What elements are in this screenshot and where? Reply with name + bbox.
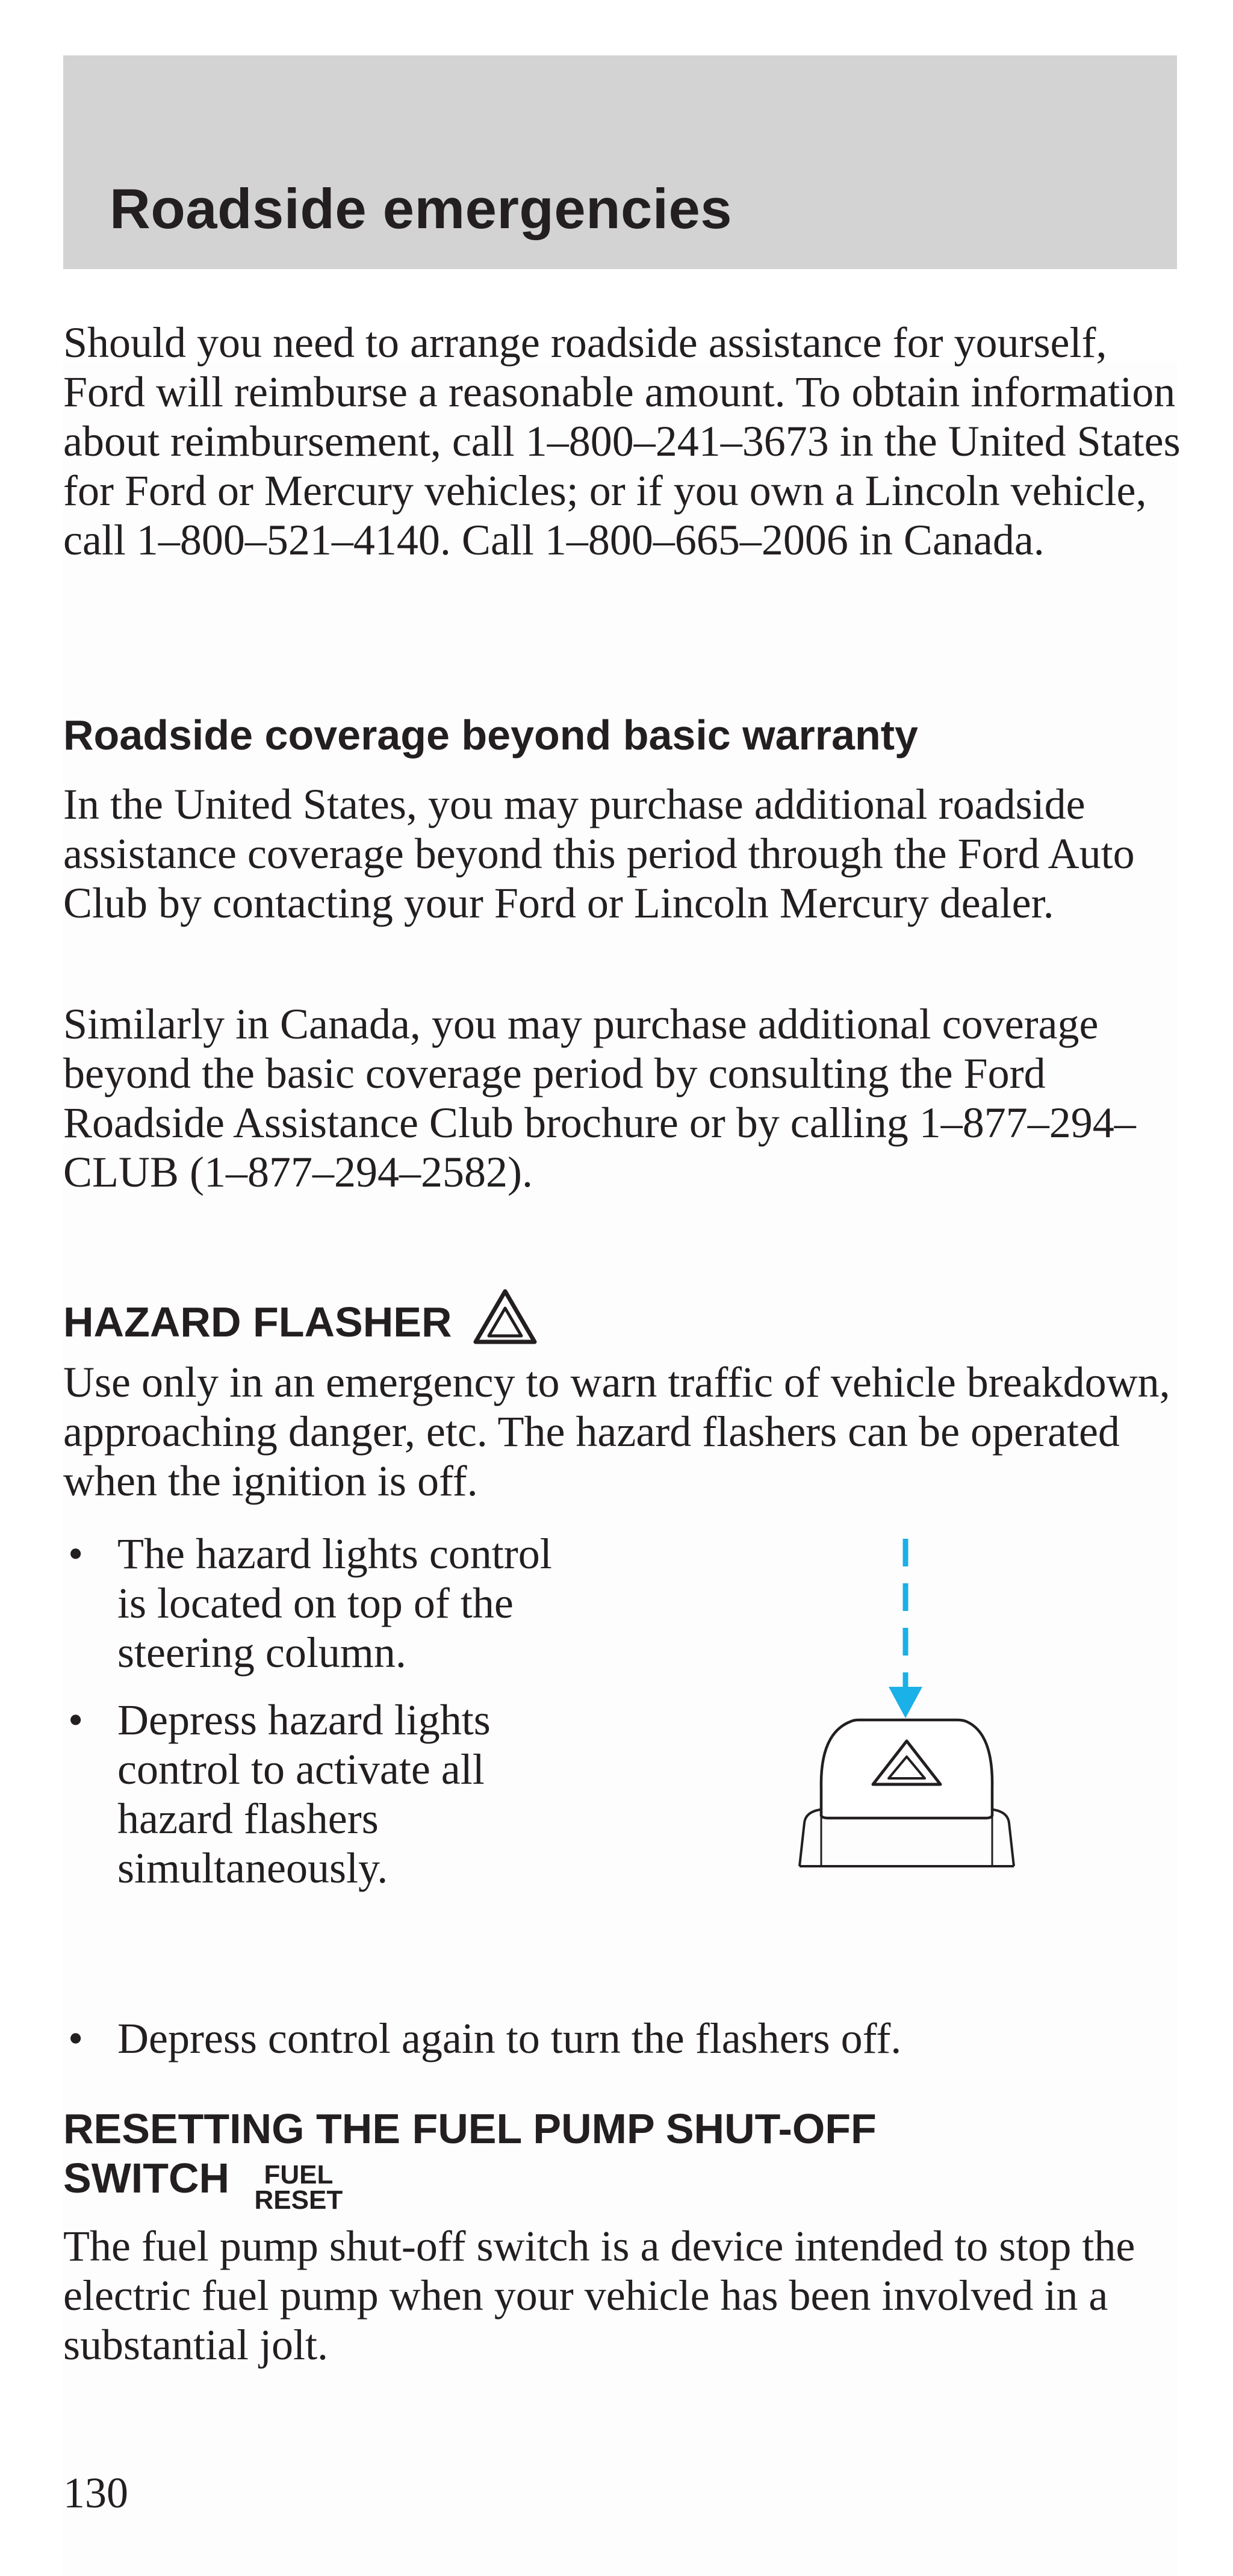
bullet-dot: • (68, 1696, 84, 1744)
hazard-triangle-icon (472, 1288, 538, 1356)
list-item (63, 2014, 1183, 2063)
fuel-reset-icon-line2: RESET (254, 2185, 343, 2215)
fuel-pump-heading (63, 2104, 1183, 2215)
indicator-arrow-head (889, 1687, 922, 1718)
bullet-text: Depress control again to turn the flashers off. (117, 2014, 902, 2062)
bullet-dot: • (68, 1530, 84, 1578)
bullet-text: Depress hazard lights control to activate all hazard flashers simultaneously. (117, 1696, 491, 1892)
coverage-heading: Roadside coverage beyond basic warranty (63, 712, 918, 759)
hazard-flasher-heading-text: HAZARD FLASHER (63, 1298, 452, 1345)
coverage-paragraph-us: In the United States, you may purchase additional roadside assistance coverage beyond this period through the Ford Auto Club by contacting your Ford or Lincoln Mercury dealer. (63, 780, 1135, 927)
fuel-pump-heading-line2: SWITCH (63, 2155, 230, 2202)
fuel-pump-paragraph: The fuel pump shut-off switch is a device intended to stop the electric fuel pump when your vehicle has been involved in a substantial jolt. (63, 2222, 1135, 2369)
hazard-bullet-list-bottom (63, 2014, 1183, 2063)
coverage-paragraph-canada: Similarly in Canada, you may purchase additional coverage beyond the basic coverage period by consulting the Ford Roadside Assistance Club brochure or by calling 1–877–294–CLUB (1–877–294–2582). (63, 1000, 1136, 1196)
section-title: Roadside emergencies (110, 177, 732, 240)
hazard-switch-button (821, 1720, 992, 1818)
hazard-bullet-list-top (63, 1529, 605, 1893)
list-item (63, 1529, 587, 1677)
page-number: 130 (63, 2469, 128, 2517)
fuel-reset-icon-line1: FUEL (264, 2159, 334, 2190)
fuel-reset-icon (254, 2159, 343, 2215)
fuel-pump-heading-line1: RESETTING THE FUEL PUMP SHUT-OFF (63, 2105, 877, 2152)
hazard-control-illustration (783, 1529, 1036, 1914)
hazard-flasher-heading (63, 1291, 538, 1359)
bullet-text: The hazard lights control is located on top of the steering column. (117, 1530, 552, 1677)
hazard-intro-paragraph: Use only in an emergency to warn traffic of vehicle breakdown, approaching danger, etc. The hazard flashers can be operated when the ignition is off. (63, 1358, 1170, 1505)
intro-paragraph: Should you need to arrange roadside assistance for yourself, Ford will reimburse a reasonable amount. To obtain information about reimbursement, call 1–800–241–3673 in the United States for Ford or Mercury vehicles; or if you own a Lincoln vehicle, call 1–800–521–4140. Call 1–800–665–2006 in Canada. (63, 318, 1181, 564)
list-item (63, 1695, 575, 1893)
bullet-dot: • (68, 2014, 84, 2062)
